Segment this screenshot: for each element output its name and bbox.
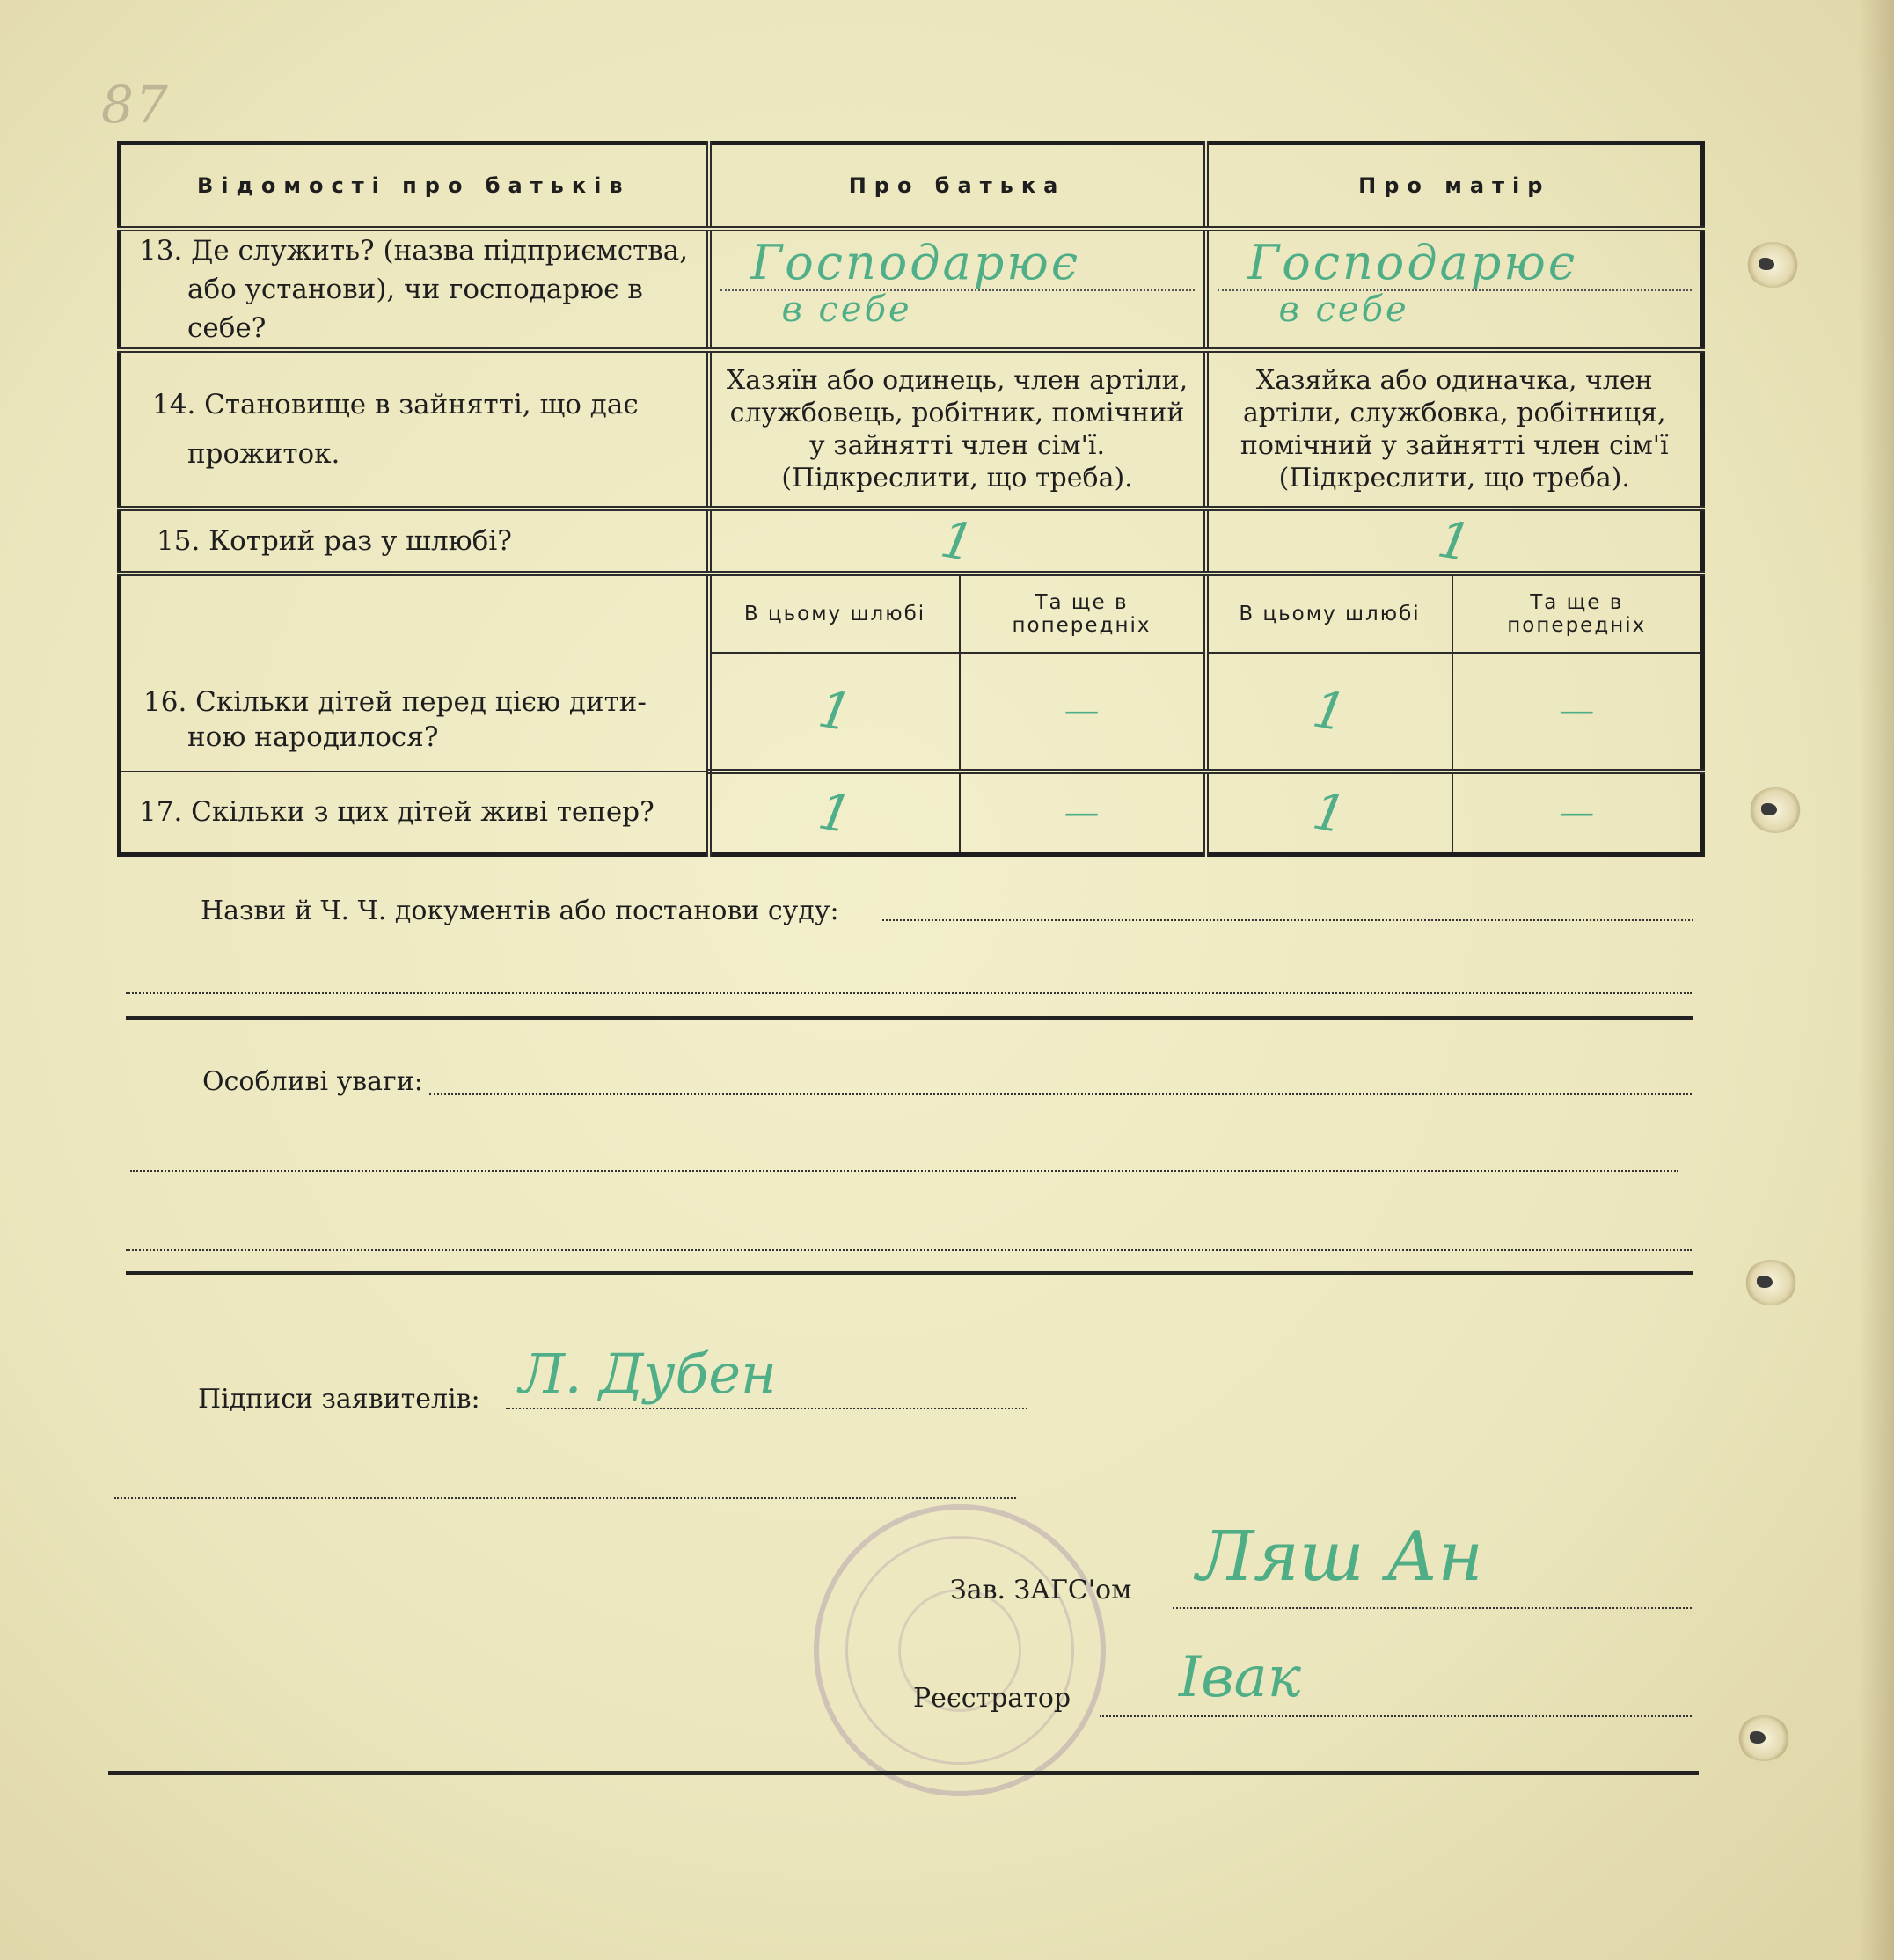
q16-mother-sub-prev: Та ще в попередніх (1452, 574, 1703, 653)
q17-label: 17. Скільки з цих дітей живі тепер? (120, 772, 709, 855)
row-q14 (120, 350, 1703, 508)
q13-mother-cell (1206, 229, 1703, 350)
official-stamp (814, 1504, 1106, 1796)
q16-mother-prev-cell (1452, 653, 1703, 772)
notes-field-line2[interactable] (130, 1170, 1678, 1172)
q13-label-line1: 13. Де служить? (назва підприємства, (139, 234, 689, 267)
q16-father-prev-cell (960, 653, 1206, 772)
q13-mother-handwriting-2: в себе (1278, 289, 1409, 330)
q17-mother-prev-cell (1452, 772, 1703, 855)
punch-hole (1749, 787, 1802, 833)
q16-label-line2: ною народилося? (187, 720, 439, 753)
q17-mother-this: 1 (1308, 780, 1351, 845)
q16-label (120, 574, 709, 772)
documents-label: Назви й Ч. Ч. документів або постанови суду: (201, 896, 839, 926)
q15-father-value: 1 (935, 508, 979, 574)
bottom-rule (108, 1771, 1699, 1775)
notes-field-line3[interactable] (126, 1249, 1692, 1251)
q13-father-handwriting-2: в себе (781, 289, 912, 330)
signatures-label: Підписи заявителів: (198, 1384, 480, 1415)
parents-info-table (117, 141, 1705, 857)
registrar-label: Реєстратор (913, 1683, 1071, 1714)
punch-hole (1737, 1715, 1790, 1761)
punch-hole (1744, 1260, 1797, 1305)
q13-label-line2: або установи), чи господарює в себе? (187, 273, 643, 344)
notes-field[interactable] (429, 1093, 1692, 1095)
q14-father-options: Хазяїн або одинець, член артіли, службовець, робітник, помічний у зайнятті член сім'ї. (Підкреслити, що треба). (709, 350, 1206, 508)
row-q15 (120, 508, 1703, 574)
punch-hole (1746, 242, 1799, 288)
row-q16-subheaders (120, 574, 1703, 653)
q16-mother-sub-this: В цьому шлюбі (1206, 574, 1452, 653)
q14-label-line1: 14. Становище в зайнятті, що дає (152, 388, 639, 421)
signature-field[interactable] (506, 1408, 1027, 1409)
q17-mother-prev: — (1559, 793, 1595, 834)
q16-father-this-cell (709, 653, 960, 772)
page-edge (1859, 0, 1894, 1960)
q14-label (120, 350, 709, 508)
q15-mother-cell (1206, 508, 1703, 574)
q16-father-this: 1 (813, 678, 857, 743)
q14-mother-options: Хазяйка або одиначка, член артіли, службовка, робітниця, помічний у зайнятті член сім'ї (Підкреслити, що треба). (1206, 350, 1703, 508)
head-signature-field[interactable] (1173, 1607, 1692, 1609)
documents-field-line2[interactable] (126, 992, 1692, 994)
q17-father-prev-cell (960, 772, 1206, 855)
q13-mother-handwriting-1: Господарює (1247, 234, 1578, 290)
row-q17 (120, 772, 1703, 855)
q17-father-this-cell (709, 772, 960, 855)
q16-father-sub-prev: Та ще в попередніх (960, 574, 1206, 653)
q16-father-sub-this: В цьому шлюбі (709, 574, 960, 653)
q13-father-handwriting-1: Господарює (750, 234, 1081, 290)
header-father: Про батька (709, 143, 1206, 229)
header-mother: Про матір (1206, 143, 1703, 229)
q16-mother-this-cell (1206, 653, 1452, 772)
q17-father-this: 1 (813, 780, 857, 845)
q16-father-prev: — (1064, 691, 1100, 731)
q17-mother-this-cell (1206, 772, 1452, 855)
q16-mother-prev: — (1559, 691, 1595, 731)
registrar-signature-field[interactable] (1100, 1715, 1692, 1717)
row-q13 (120, 229, 1703, 350)
head-signature: Ляш Ан (1196, 1518, 1483, 1597)
q13-label (120, 229, 709, 350)
notes-label: Особливі уваги: (202, 1066, 423, 1097)
q13-father-cell (709, 229, 1206, 350)
section-rule (126, 1271, 1693, 1275)
q16-mother-this: 1 (1308, 678, 1351, 743)
q15-mother-value: 1 (1433, 508, 1476, 574)
q16-label-line1: 16. Скільки дітей перед цією дити- (143, 685, 647, 718)
table-header-row (120, 143, 1703, 229)
documents-field[interactable] (882, 919, 1693, 921)
q15-label: 15. Котрий раз у шлюбі? (120, 508, 709, 574)
registrar-signature: Івак (1179, 1645, 1301, 1710)
signature-field-line2[interactable] (114, 1497, 1016, 1499)
head-label: Зав. ЗАГС'ом (950, 1575, 1132, 1605)
section-rule (126, 1016, 1693, 1020)
applicant-signature: Л. Дубен (519, 1342, 777, 1406)
archive-page-number: 87 (101, 75, 170, 135)
q15-father-cell (709, 508, 1206, 574)
q14-label-line2: прожиток. (187, 437, 340, 470)
q17-father-prev: — (1064, 793, 1100, 834)
header-parents: Відомості про батьків (120, 143, 709, 229)
